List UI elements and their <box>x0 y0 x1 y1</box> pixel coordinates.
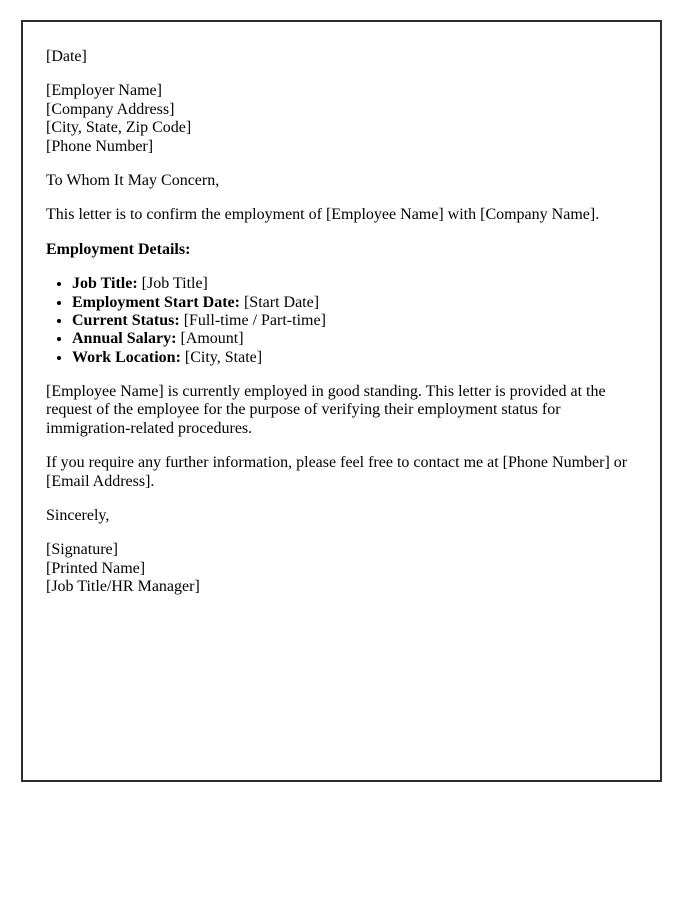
detail-item-annual-salary <box>72 330 637 348</box>
city-state-zip-line: [City, State, Zip Code] <box>46 119 192 137</box>
detail-label: Current Status: <box>72 311 180 329</box>
employment-details-heading: Employment Details: <box>46 240 191 258</box>
job-title-line: [Job Title/HR Manager] <box>46 578 200 596</box>
company-address-line: [Company Address] <box>46 100 175 118</box>
date-line: [Date] <box>46 48 87 65</box>
detail-label: Job Title: <box>72 275 138 293</box>
employer-name-line: [Employer Name] <box>46 82 162 100</box>
detail-item-job-title <box>72 275 637 293</box>
signature-line: [Signature] <box>46 541 118 559</box>
detail-item-work-location <box>72 349 637 367</box>
printed-name-line: [Printed Name] <box>46 559 146 577</box>
detail-value: [Amount] <box>180 330 244 348</box>
closing: Sincerely, <box>46 507 110 525</box>
salutation: To Whom It May Concern, <box>46 171 220 189</box>
letter-page <box>21 20 662 782</box>
standing-paragraph: [Employee Name] is currently employed in good standing. This letter is provided at the request of the employee for the purpose of verifying their employment status for immigration-related procedures. <box>46 383 606 437</box>
detail-value: [City, State] <box>184 348 263 366</box>
contact-paragraph: If you require any further information, please feel free to contact me at [Phone Number] or [Email Address]. <box>46 454 628 490</box>
detail-value: [Start Date] <box>243 293 320 311</box>
detail-item-current-status <box>72 312 637 330</box>
detail-item-start-date <box>72 294 637 312</box>
employment-details-list <box>46 275 637 367</box>
employer-address-block <box>46 82 637 156</box>
signature-block <box>46 541 637 596</box>
detail-label: Annual Salary: <box>72 330 177 348</box>
intro-paragraph: This letter is to confirm the employment of [Employee Name] with [Company Name]. <box>46 206 600 224</box>
detail-value: [Job Title] <box>141 275 208 293</box>
detail-label: Work Location: <box>72 348 181 366</box>
detail-value: [Full-time / Part-time] <box>183 311 326 329</box>
phone-number-line: [Phone Number] <box>46 137 154 155</box>
detail-label: Employment Start Date: <box>72 293 240 311</box>
